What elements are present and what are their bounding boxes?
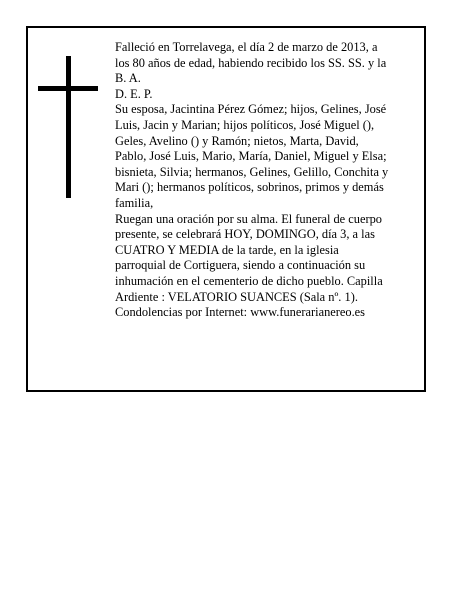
cross-horizontal-bar [38, 86, 98, 91]
obituary-notice [26, 26, 426, 392]
cross-vertical-bar [66, 56, 71, 198]
condolences-link: Condolencias por Internet: www.funerarianereo.es [115, 305, 366, 320]
latin-cross-icon [38, 56, 98, 198]
obituary-text [115, 40, 391, 321]
family-list: Su esposa, Jacintina Pérez Gómez; hijos, Gelines, José Luis, Jacin y Marian; hijos políticos, José Miguel (), Geles, Avelino () y Ramón; nietos, Marta, David, Pablo, José Luis, Mario, María, Daniel, Miguel y Elsa; bisnieta, Silvia; hermanos, Gelines, Gelillo, Conchita y Mari (); hermanos políticos, sobrinos, primos y demás familia, [115, 102, 389, 210]
funeral-details: Ruegan una oración por su alma. El funeral de cuerpo presente, se celebrará HOY, DOMINGO, día 3, a las CUATRO Y MEDIA de la tarde, en la iglesia parroquial de Cortiguera, siendo a continuación su inhumación en el cementerio de dicho pueblo. Capilla Ardiente : VELATORIO SUANCES (Sala nº. 1). [115, 211, 383, 304]
rest-in-peace: D. E. P. [115, 86, 153, 101]
death-announcement: Falleció en Torrelavega, el día 2 de marzo de 2013, a los 80 años de edad, habiendo recibido los SS. SS. y la B. A. [115, 40, 387, 86]
